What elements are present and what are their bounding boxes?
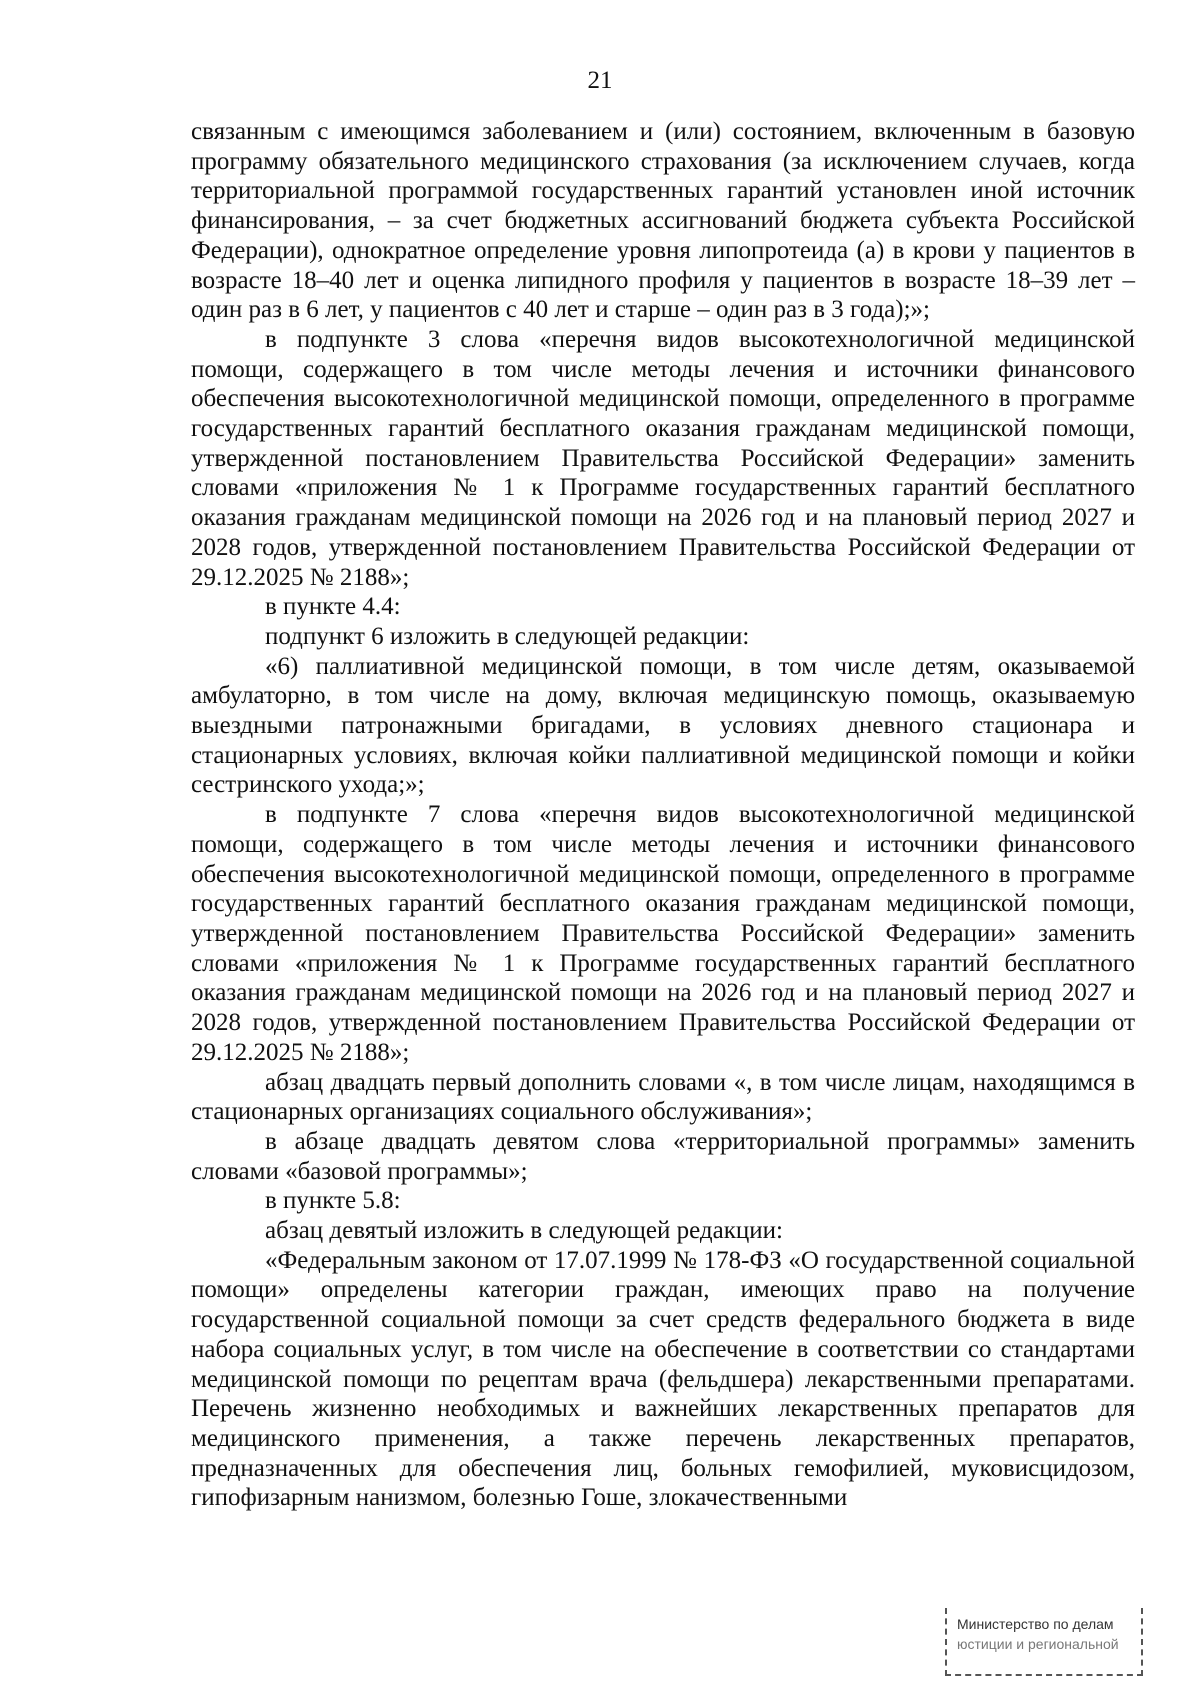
paragraph: в пункте 5.8: — [265, 1187, 401, 1215]
paragraph: в абзаце двадцать девятом слова «территориальной программы» заменить словами «базовой программы»; — [191, 1127, 1135, 1185]
paragraph: «6) паллиативной медицинской помощи, в том числе детям, оказываемой амбулаторно, в том числе на дому, включая медицинскую помощь, оказываемую выездными патронажными бригадами, в условиях дневного стационара и стационарных условиях, включая койки паллиативной медицинской помощи и койки сестринского ухода;»; — [191, 652, 1135, 799]
paragraph: подпункт 6 изложить в следующей редакции: — [265, 622, 750, 650]
paragraph: связанным с имеющимся заболеванием и (или) состоянием, включенным в базовую программу обязательного медицинского страхования (за исключением случаев, когда территориальной программой государственных гарантий установлен иной источник финансирования, – за счет бюджетных ассигнований бюджета субъекта Российской Федерации), однократное определение уровня липопротеида (а) в крови у пациентов в возрасте 18–40 лет и оценка липидного профиля у пациентов в возрасте 18–39 лет – один раз в 6 лет, у пациентов с 40 лет и старше – один раз в 3 года);»; — [191, 118, 1135, 324]
stamp-line-2: юстиции и региональной — [957, 1636, 1119, 1652]
paragraph: в подпункте 7 слова «перечня видов высокотехнологичной медицинской помощи, содержащего в том числе методы лечения и источники финансового обеспечения высокотехнологичной медицинской помощи, определенного в программе государственных гарантий бесплатного оказания гражданам медицинской помощи, утвержденной постановлением Правительства Российской Федерации» заменить словами «приложения № 1 к Программе государственных гарантий бесплатного оказания гражданам медицинской помощи на 2026 год и на плановый период 2027 и 2028 годов, утвержденной постановлением Правительства Российской Федерации от 29.12.2025 № 2188»; — [191, 801, 1135, 1066]
ministry-stamp — [945, 1608, 1143, 1676]
paragraph: «Федеральным законом от 17.07.1999 № 178-ФЗ «О государственной социальной помощи» определены категории граждан, имеющих право на получение государственной социальной помощи за счет средств федерального бюджета в виде набора социальных услуг, в том числе на обеспечение в соответствии со стандартами медицинской помощи по рецептам врача (фельдшера) лекарственными препаратами. Перечень жизненно необходимых и важнейших лекарственных препаратов для медицинского применения, а также перечень лекарственных препаратов, предназначенных для обеспечения лиц, больных гемофилией, муковисцидозом, гипофизарным нанизмом, болезнью Гоше, злокачественными — [191, 1246, 1135, 1512]
page-number: 21 — [587, 67, 613, 94]
document-body — [191, 117, 1135, 1513]
paragraph: в пункте 4.4: — [265, 593, 401, 621]
stamp-line-1: Министерство по делам — [957, 1616, 1114, 1632]
paragraph: в подпункте 3 слова «перечня видов высокотехнологичной медицинской помощи, содержащего в том числе методы лечения и источники финансового обеспечения высокотехнологичной медицинской помощи, определенного в программе государственных гарантий бесплатного оказания гражданам медицинской помощи, утвержденной постановлением Правительства Российской Федерации» заменить словами «приложения № 1 к Программе государственных гарантий бесплатного оказания гражданам медицинской помощи на 2026 год и на плановый период 2027 и 2028 годов, утвержденной постановлением Правительства Российской Федерации от 29.12.2025 № 2188»; — [191, 325, 1135, 591]
paragraph: абзац девятый изложить в следующей редакции: — [265, 1217, 783, 1245]
paragraph: абзац двадцать первый дополнить словами «, в том числе лицам, находящимся в стационарных организациях социального обслуживания»; — [191, 1068, 1135, 1126]
